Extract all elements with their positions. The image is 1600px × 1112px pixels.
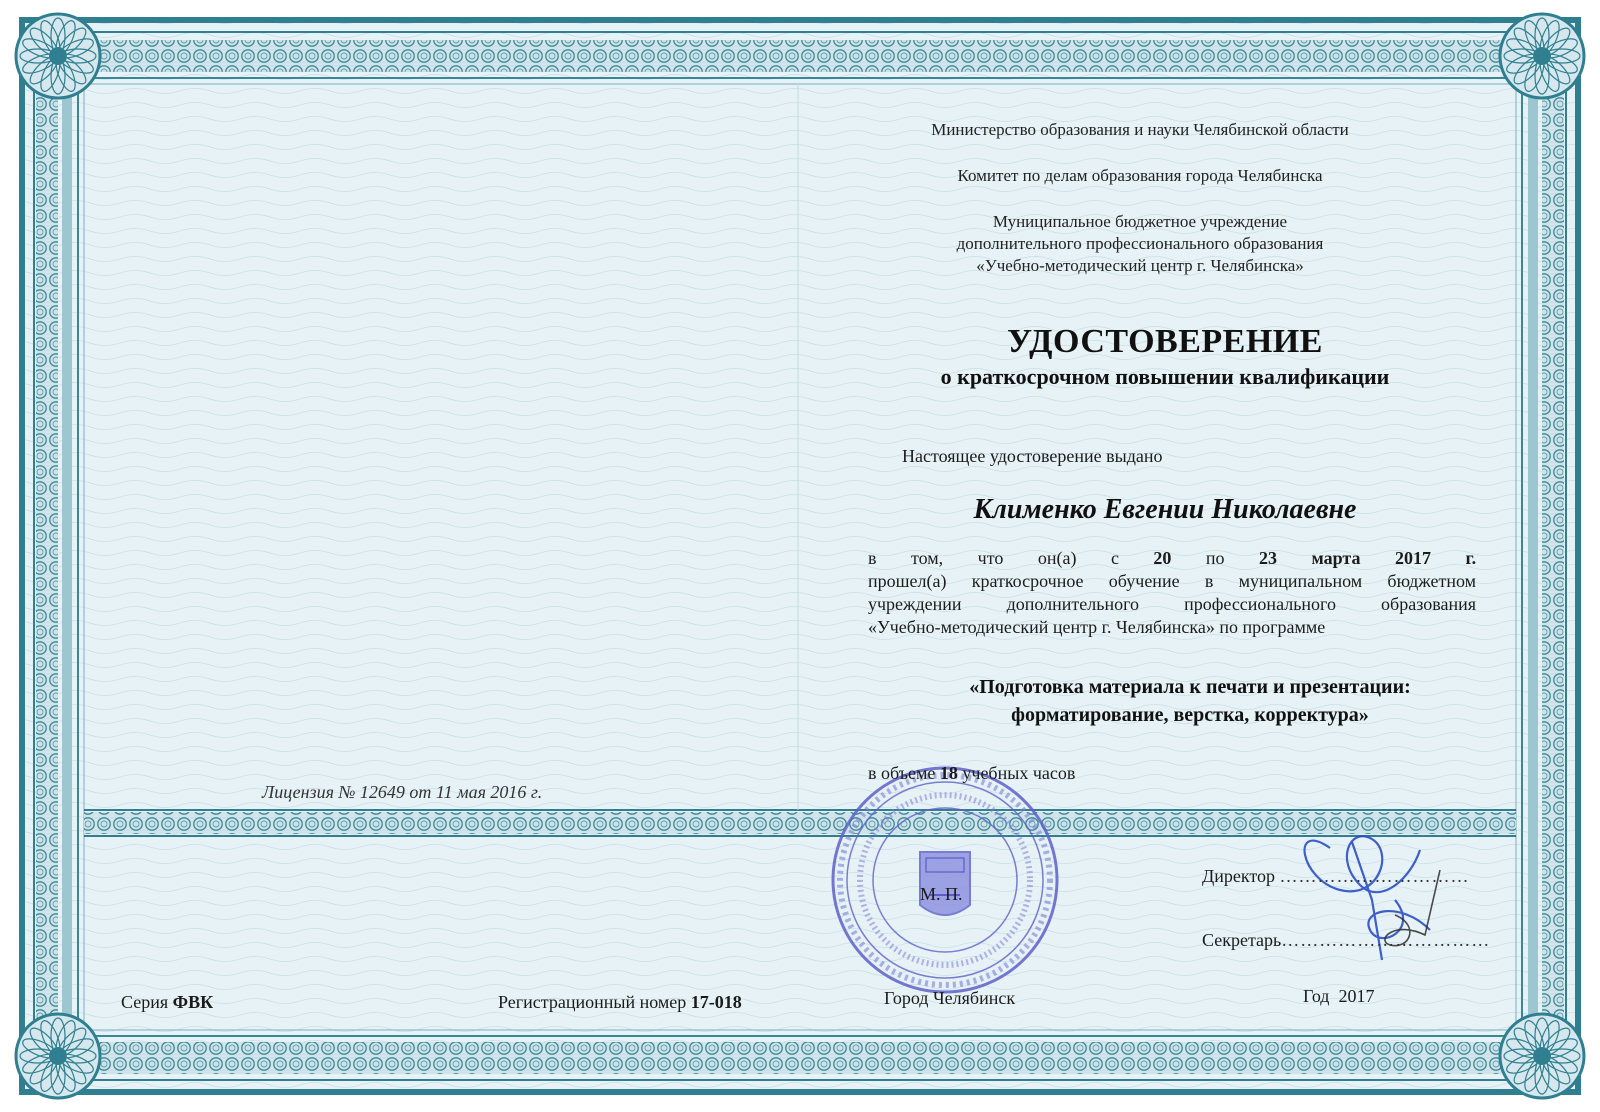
recipient-name: Клименко Евгении Николаевне bbox=[973, 494, 1357, 525]
date-from: 20 bbox=[1153, 548, 1172, 568]
hours-line bbox=[868, 763, 1075, 784]
issued-to-label: Настоящее удостоверение выдано bbox=[902, 446, 1163, 466]
ministry-name: Министерство образования и науки Челябинской области bbox=[931, 120, 1349, 139]
series-value: ФВК bbox=[172, 992, 214, 1012]
rosette-top-left bbox=[16, 14, 100, 98]
license-line: Лицензия № 12649 от 11 мая 2016 г. bbox=[262, 782, 543, 802]
hours-value: 18 bbox=[939, 763, 958, 783]
secretary-signature-line: …………………………… bbox=[1281, 930, 1491, 950]
registration-line bbox=[498, 992, 742, 1013]
year-value: 2017 bbox=[1338, 986, 1375, 1006]
body-line-2: прошел(а) краткосрочное обучение в муниципальном бюджетном bbox=[868, 571, 1476, 591]
program-line-1: «Подготовка материала к печати и презентации: bbox=[969, 676, 1411, 698]
year-line bbox=[1303, 986, 1374, 1007]
document-title: УДОСТОВЕРЕНИЕ bbox=[1007, 323, 1323, 360]
secretary-label: Секретарь bbox=[1202, 930, 1282, 950]
rosette-top-right bbox=[1500, 14, 1584, 98]
year-label: Год bbox=[1303, 986, 1330, 1006]
institution-line-2: дополнительного профессионального образования bbox=[956, 234, 1324, 253]
word-s: с bbox=[1110, 548, 1119, 568]
date-to: 23 bbox=[1259, 548, 1278, 568]
director-signature-line: ………………………… bbox=[1279, 866, 1470, 886]
word-v: в bbox=[868, 548, 877, 568]
registration-label: Регистрационный номер bbox=[498, 992, 687, 1012]
word-tom: том, bbox=[910, 548, 944, 568]
word-ona: он(а) bbox=[1037, 548, 1077, 568]
document-subtitle: о краткосрочном повышении квалификации bbox=[940, 364, 1390, 389]
program-line-2: форматирование, верстка, корректура» bbox=[1011, 704, 1369, 726]
director-label: Директор bbox=[1202, 866, 1276, 886]
hours-suffix: учебных часов bbox=[962, 763, 1076, 783]
committee-name: Комитет по делам образования города Челябинска bbox=[957, 166, 1323, 185]
rosette-bottom-left bbox=[16, 1014, 100, 1098]
institution-line-3: «Учебно-методический центр г. Челябинска» bbox=[976, 256, 1304, 275]
word-po: по bbox=[1205, 548, 1225, 568]
director-line bbox=[1202, 866, 1470, 887]
body-line-4: «Учебно-методический центр г. Челябинска» по программе bbox=[868, 617, 1326, 637]
series-label: Серия bbox=[121, 992, 169, 1012]
secretary-line bbox=[1202, 930, 1490, 951]
rosette-bottom-right bbox=[1500, 1014, 1584, 1098]
registration-value: 17-018 bbox=[690, 992, 742, 1012]
stamp-mark: М. П. bbox=[920, 884, 963, 904]
month: марта bbox=[1311, 548, 1361, 568]
city-line: Город Челябинск bbox=[884, 988, 1016, 1008]
hours-prefix: в объеме bbox=[868, 763, 936, 783]
word-chto: что bbox=[977, 548, 1004, 568]
series-line bbox=[121, 992, 213, 1013]
institution-line-1: Муниципальное бюджетное учреждение bbox=[992, 212, 1288, 231]
body-line-1 bbox=[868, 547, 1476, 569]
year: 2017 г. bbox=[1394, 548, 1477, 568]
body-line-3: учреждении дополнительного профессионального образования bbox=[868, 594, 1476, 614]
